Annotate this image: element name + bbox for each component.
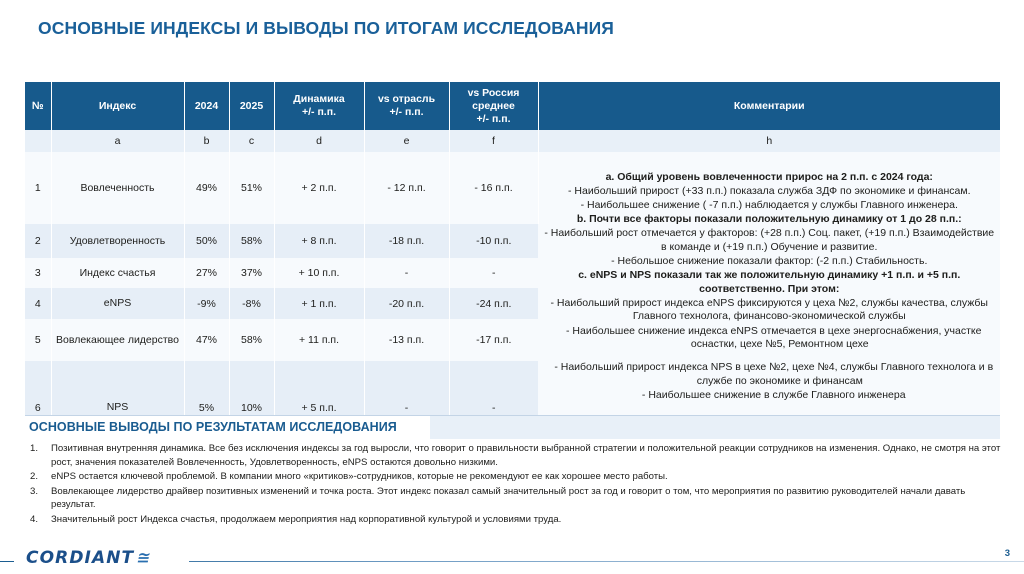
row-value-vs-industry: - 12 п.п.: [364, 152, 449, 224]
list-item-text: Значительный рост Индекса счастья, продолжаем мероприятия над корпоративной культурой и условиями труда.: [51, 514, 562, 526]
col-header-vs-industry: [364, 82, 449, 130]
row-value-vs-industry: -13 п.п.: [364, 319, 449, 361]
letter-num: [25, 130, 51, 152]
comment-line: - Наибольший прирост индекса eNPS фиксируются у цеха №2, службы качества, службы Главного технолога, финансово-экономической службы: [550, 296, 988, 323]
col-header-2025: 2025: [229, 82, 274, 130]
col-header-vs-russia-line1: vs Россия: [467, 87, 520, 99]
cordiant-logo: [26, 548, 152, 568]
row-value-2024: 49%: [184, 152, 229, 224]
comment-line: - Наибольший прирост индекса NPS в цехе №2, цехе №4, службы Главного технолога и в службе по экономике и финансам: [554, 361, 994, 387]
row-value-2025: 58%: [229, 319, 274, 361]
indices-table: [25, 82, 1000, 421]
row-index-name: NPS: [51, 361, 184, 421]
row-value-vs-russia: -: [449, 361, 538, 421]
col-header-vs-industry-line1: vs отрасль: [377, 93, 436, 106]
row-value-2024: -9%: [184, 288, 229, 319]
letter-2025: c: [229, 130, 274, 152]
row-number: 4: [25, 288, 51, 319]
comment-line: - Наибольшее снижение индекса eNPS отмечается в цехе энергоснабжения, участке оснастки, цехе №5, Ремонтном цехе: [566, 324, 982, 351]
row-value-2024: 50%: [184, 224, 229, 258]
col-header-2024: 2024: [184, 82, 229, 130]
list-item: [25, 470, 1003, 484]
row-number: 6: [25, 361, 51, 421]
col-header-num: №: [25, 82, 51, 130]
row-value-vs-russia: -17 п.п.: [449, 319, 538, 361]
letter-vs-industry: e: [364, 130, 449, 152]
col-header-vs-industry-line2: +/- п.п.: [389, 106, 424, 119]
col-header-dynamics: [274, 82, 364, 130]
row-index-name: Индекс счастья: [51, 258, 184, 288]
row-value-vs-russia: -10 п.п.: [449, 224, 538, 258]
comments-cell: [538, 152, 1000, 421]
list-item: [25, 485, 1003, 512]
row-value-dynamics: + 5 п.п.: [274, 361, 364, 421]
list-item-text: eNPS остается ключевой проблемой. В компании много «критиков»-сотрудников, которые не рекомендуют ее как хорошее место работы.: [51, 471, 668, 483]
row-value-dynamics: + 8 п.п.: [274, 224, 364, 258]
col-header-vs-russia: [449, 82, 538, 130]
comment-line: - Наибольший рост отмечается у факторов: (+28 п.п.) Соц. пакет, (+19 п.п.) Взаимодействие в команде и (+19 п.п.) Обучение и развитие.: [544, 227, 995, 253]
list-item-number: 2.: [30, 471, 39, 483]
list-item-text: Позитивная внутренняя динамика. Все без исключения индексы за год выросли, что говорит о правильности выбранной стратегии и положительной реакции сотрудников на изменения. Однако, не смотря на этот рост, значения показателей Вовлеченность, Удовлетворенность, eNPS остаются довольно низкими.: [51, 443, 1001, 468]
row-value-2025: 51%: [229, 152, 274, 224]
list-item-number: 4.: [30, 514, 39, 526]
list-item: [25, 513, 1003, 527]
letter-vs-russia: f: [449, 130, 538, 152]
row-index-name: Вовлекающее лидерство: [51, 319, 184, 361]
col-header-index: Индекс: [51, 82, 184, 130]
comment-spacer: [542, 352, 998, 361]
row-number: 2: [25, 224, 51, 258]
row-value-2024: 5%: [184, 361, 229, 421]
row-number: 3: [25, 258, 51, 288]
row-index-name: eNPS: [51, 288, 184, 319]
cordiant-logo-text: CORDIANT: [26, 548, 135, 568]
row-value-vs-industry: -: [364, 361, 449, 421]
col-header-dynamics-line2: +/- п.п.: [302, 106, 336, 119]
row-index-name: Вовлеченность: [51, 152, 184, 224]
table-row: [25, 152, 1000, 224]
row-index-name: Удовлетворенность: [51, 224, 184, 258]
table-header-row: [25, 82, 1000, 130]
page-title: ОСНОВНЫЕ ИНДЕКСЫ И ВЫВОДЫ ПО ИТОГАМ ИССЛЕДОВАНИЯ: [38, 18, 614, 38]
row-value-vs-russia: - 16 п.п.: [449, 152, 538, 224]
row-value-2025: -8%: [229, 288, 274, 319]
comment-line: - Наибольшее снижение ( -7 п.п.) наблюдается у службы Главного инженера.: [580, 198, 958, 211]
col-header-dynamics-line1: Динамика: [293, 93, 345, 106]
row-value-2025: 37%: [229, 258, 274, 288]
row-value-2025: 10%: [229, 361, 274, 421]
row-value-vs-russia: -: [449, 258, 538, 288]
letter-comments: h: [538, 130, 1000, 152]
page-number: 3: [1004, 548, 1010, 559]
row-number: 1: [25, 152, 51, 224]
letter-index: a: [51, 130, 184, 152]
comment-line: - Наибольший прирост (+33 п.п.) показала служба ЗДФ по экономике и финансам.: [567, 184, 971, 197]
comment-line: - Небольшое снижение показали фактор: (-2 п.п.) Стабильность.: [611, 254, 928, 267]
row-value-vs-industry: -20 п.п.: [364, 288, 449, 319]
list-item-number: 3.: [30, 485, 39, 497]
list-item-number: 1.: [30, 443, 39, 454]
row-value-dynamics: + 10 п.п.: [274, 258, 364, 288]
conclusions-title: ОСНОВНЫЕ ВЫВОДЫ ПО РЕЗУЛЬТАТАМ ИССЛЕДОВАНИЯ: [29, 420, 397, 434]
row-value-2024: 47%: [184, 319, 229, 361]
list-item-text: Вовлекающее лидерство драйвер позитивных изменений и точка роста. Этот индекс показал самый значительный рост за год и говорит о том, что мероприятия по развитию руководителей начали давать результат.: [51, 485, 966, 511]
row-value-dynamics: + 11 п.п.: [274, 319, 364, 361]
comment-line: - Наибольшее снижение в службе Главного инженера: [641, 389, 906, 402]
conclusions-list: [25, 442, 1003, 528]
row-value-2024: 27%: [184, 258, 229, 288]
column-letters-row: [25, 130, 1000, 152]
row-value-dynamics: + 2 п.п.: [274, 152, 364, 224]
col-header-comments: Комментарии: [538, 82, 1000, 130]
col-header-vs-russia-line3: +/- п.п.: [476, 112, 511, 125]
row-number: 5: [25, 319, 51, 361]
letter-dynamics: d: [274, 130, 364, 152]
conclusions-banner: [25, 415, 1000, 439]
row-value-vs-russia: -24 п.п.: [449, 288, 538, 319]
row-value-dynamics: + 1 п.п.: [274, 288, 364, 319]
cordiant-swoosh-icon: ≅: [135, 548, 154, 567]
row-value-2025: 58%: [229, 224, 274, 258]
row-value-vs-industry: -: [364, 258, 449, 288]
comment-line: c. eNPS и NPS показали так же положительную динамику +1 п.п. и +5 п.п. соответственно. При этом:: [578, 269, 961, 295]
row-value-vs-industry: -18 п.п.: [364, 224, 449, 258]
list-item: [25, 442, 1003, 469]
comment-line: a. Общий уровень вовлеченности прирос на 2 п.п. с 2024 года:: [605, 170, 933, 183]
comment-line: b. Почти все факторы показали положительную динамику от 1 до 28 п.п.:: [576, 212, 962, 225]
letter-2024: b: [184, 130, 229, 152]
col-header-vs-russia-line2: среднее: [472, 99, 515, 112]
